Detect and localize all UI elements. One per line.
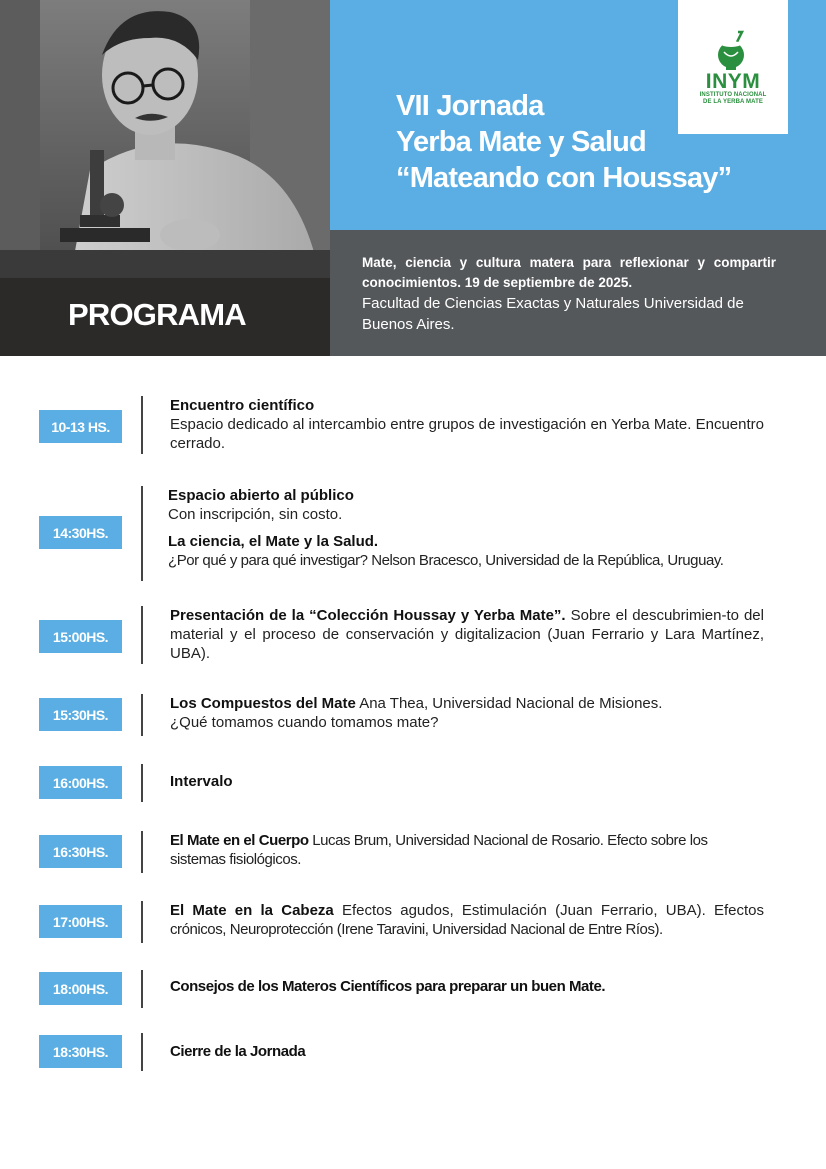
item-text: Sobre el descubrimien-to del material y el proceso de conservación y digitalizacion (Juan Ferrario y Lara Martínez, UBA). [170,607,764,662]
logo-subtitle-2: DE LA YERBA MATE [703,99,763,105]
event-location: Facultad de Ciencias Exactas y Naturales Universidad de Buenos Aires. [362,295,744,333]
item-title: Los Compuestos del Mate [170,695,356,712]
time-badge: 18:30HS. [39,1035,122,1068]
item-title: Presentación de la “Colección Houssay y Yerba Mate”. [170,607,566,624]
item-subtext: crónicos, Neuroprotección (Irene Taravini, Universidad Nacional de Entre Ríos). [170,921,663,938]
item-text: Con inscripción, sin costo. [168,506,343,523]
item-subtext: ¿Qué tomamos cuando tomamos mate? [170,714,439,731]
divider [141,486,143,581]
time-badge: 16:30HS. [39,835,122,868]
item-title: El Mate en la Cabeza [170,902,334,919]
divider [141,831,143,873]
event-title [396,88,816,196]
programa-bar [0,278,330,356]
logo-subtitle-1: INSTITUTO NACIONAL [699,92,767,98]
divider [141,606,143,664]
time-badge: 15:30HS. [39,698,122,731]
item-text: Lucas Brum, Universidad Nacional de Rosario. Efecto sobre los sistemas fisiológicos. [170,832,708,868]
time-badge: 15:00HS. [39,620,122,653]
event-description: Mate, ciencia y cultura matera para reflexionar y compartir conocimientos. 19 de septiembre de 2025. [362,255,776,290]
item-title: Espacio abierto al público [168,487,354,504]
divider [141,694,143,736]
divider [141,764,143,802]
item-subtitle: La ciencia, el Mate y la Salud. [168,533,379,550]
divider [141,1033,143,1071]
item-subtext: ¿Por qué y para qué investigar? Nelson Bracesco, Universidad de la República, Uruguay. [168,552,724,569]
title-line-1: VII Jornada [396,90,544,122]
programa-heading: PROGRAMA [68,297,246,332]
time-badge: 10-13 HS. [39,410,122,443]
item-title: El Mate en el Cuerpo [170,832,309,849]
logo-wordmark: INYM [705,70,761,93]
item-title: Consejos de los Materos Científicos para preparar un buen Mate. [170,978,606,995]
divider [141,970,143,1008]
time-badge: 18:00HS. [39,972,122,1005]
divider [141,901,143,943]
item-title: Cierre de la Jornada [170,1043,306,1060]
event-info-box [330,230,826,356]
item-text: Ana Thea, Universidad Nacional de Misiones. [355,695,663,712]
item-text: Espacio dedicado al intercambio entre grupos de investigación en Yerba Mate. Encuentro cerrado. [170,416,764,452]
item-title: Intervalo [170,773,233,790]
item-text: Efectos agudos, Estimulación (Juan Ferrario, UBA). Efectos [333,902,764,919]
houssay-portrait-photo [0,0,330,278]
title-line-3: “Mateando con Houssay” [396,162,732,194]
time-badge: 17:00HS. [39,905,122,938]
time-badge: 14:30HS. [39,516,122,549]
title-line-2: Yerba Mate y Salud [396,126,646,158]
divider [141,396,143,454]
item-title: Encuentro científico [170,397,315,414]
mate-gourd-icon [714,30,752,70]
time-badge: 16:00HS. [39,766,122,799]
